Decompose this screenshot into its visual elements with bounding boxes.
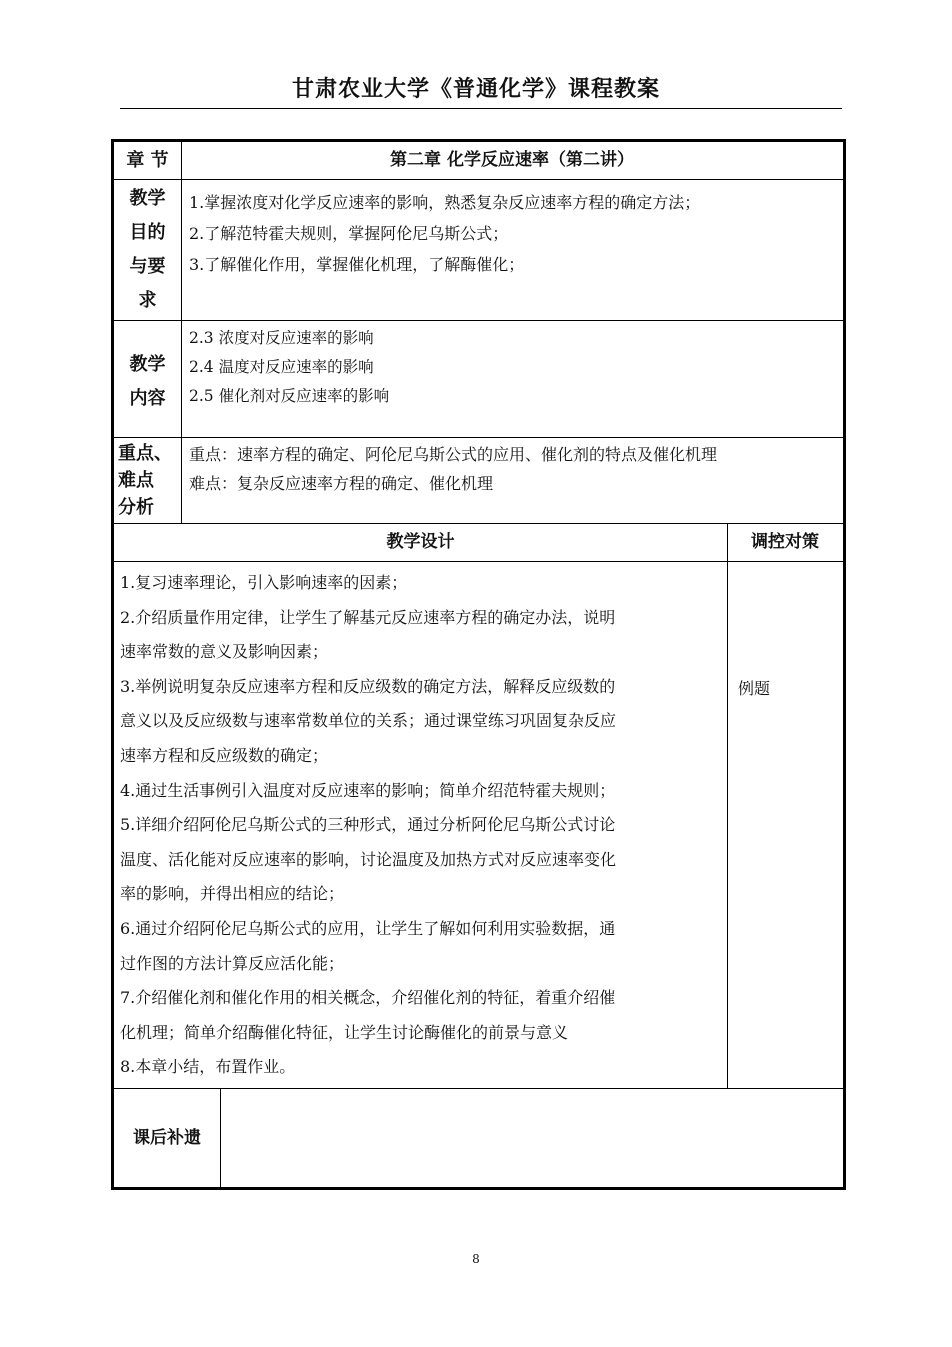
content-list: [189, 324, 839, 411]
row-divider: [114, 561, 843, 562]
design-line: 5.详细介绍阿伦尼乌斯公式的三种形式，通过分析阿伦尼乌斯公式讨论: [120, 815, 616, 835]
chapter-title: 第二章 化学反应速率（第二讲）: [390, 150, 634, 170]
keypoints-list: [189, 440, 843, 498]
title-rule: [120, 108, 842, 109]
design-line: 7.介绍催化剂和催化作用的相关概念，介绍催化剂的特征，着重介绍催: [120, 988, 616, 1008]
page-title: 甘肃农业大学《普通化学》课程教案: [291, 77, 660, 102]
design-line: 8.本章小结，布置作业。: [120, 1057, 296, 1077]
keypoint-item: 难点：复杂反应速率方程的确定、催化机理: [189, 474, 494, 493]
design-line: 4.通过生活事例引入温度对反应速率的影响；简单介绍范特霍夫规则；: [120, 780, 616, 800]
design-line: 速率常数的意义及影响因素；: [120, 642, 329, 662]
content-item: 2.3 浓度对反应速率的影响: [189, 329, 374, 347]
label-column-divider: [181, 142, 182, 523]
objectives-label: 教学 目的 与要 求: [129, 188, 166, 311]
objective-item: 2.了解范特霍夫规则，掌握阿伦尼乌斯公式；: [189, 224, 509, 243]
page-number: 8: [472, 1252, 480, 1266]
content-label: 教学 内容: [129, 354, 166, 409]
objective-item: 3.了解催化作用，掌握催化机理，了解酶催化；: [189, 255, 525, 274]
objectives-list: [189, 187, 839, 280]
control-header: 调控对策: [751, 532, 819, 552]
design-line: 化机理；简单介绍酶催化特征，让学生讨论酶催化的前景与意义: [120, 1022, 569, 1042]
design-line: 温度、活化能对反应速率的影响，讨论温度及加热方式对反应速率变化: [120, 849, 617, 869]
design-line: 速率方程和反应级数的确定；: [120, 745, 329, 765]
control-column-divider: [727, 523, 728, 1088]
design-line: 过作图的方法计算反应活化能；: [120, 953, 345, 973]
chapter-label: 章 节: [126, 150, 169, 171]
row-divider: [114, 437, 843, 438]
keypoints-label: 重点、 难点 分析: [118, 443, 172, 518]
design-line: 率的影响，并得出相应的结论；: [120, 884, 345, 904]
design-line: 3.举例说明复杂反应速率方程和反应级数的确定方法，解释反应级数的: [120, 676, 616, 696]
design-body: [120, 566, 725, 1085]
control-value: 例题: [738, 679, 771, 698]
row-divider: [114, 320, 843, 321]
content-item: 2.5 催化剂对反应速率的影响: [189, 387, 390, 405]
supplement-value: [224, 1092, 839, 1185]
design-line: 1.复习速率理论，引入影响速率的因素；: [120, 573, 408, 592]
design-line: 2.介绍质量作用定律，让学生了解基元反应速率方程的确定办法，说明: [120, 607, 616, 627]
content-item: 2.4 温度对反应速率的影响: [189, 358, 374, 376]
design-header: 教学设计: [386, 532, 455, 552]
design-line: 6.通过介绍阿伦尼乌斯公式的应用，让学生了解如何利用实验数据，通: [120, 918, 616, 938]
lesson-plan-table: [111, 139, 846, 1190]
row-divider: [114, 179, 843, 180]
supplement-column-divider: [220, 1088, 221, 1187]
supplement-label: 课后补遗: [133, 1128, 201, 1148]
objective-item: 1.掌握浓度对化学反应速率的影响，熟悉复杂反应速率方程的确定方法；: [189, 193, 701, 212]
keypoint-item: 重点：速率方程的确定、阿伦尼乌斯公式的应用、催化剂的特点及催化机理: [189, 445, 718, 464]
design-line: 意义以及反应级数与速率常数单位的关系；通过课堂练习巩固复杂反应: [120, 711, 617, 731]
row-divider: [114, 1088, 843, 1089]
